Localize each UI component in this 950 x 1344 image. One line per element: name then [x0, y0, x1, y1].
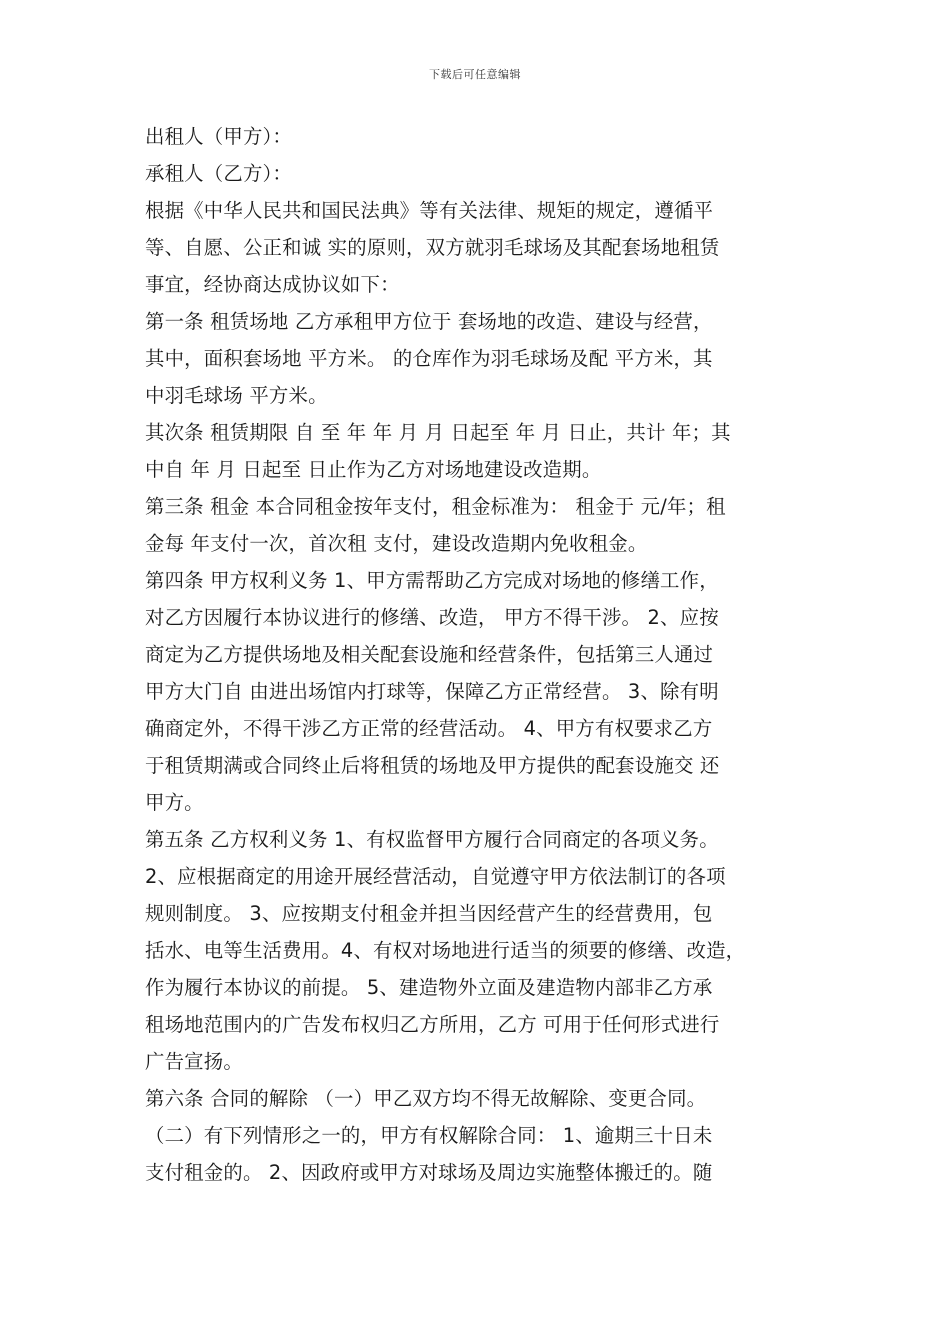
text-line: 其次条 租赁期限 自 至 年 年 月 月 日起至 年 月 日止，共计 年；其	[145, 421, 731, 444]
text-line: 括水、电等生活费用。4、有权对场地进行适当的须要的修缮、改造，	[145, 939, 746, 962]
text-line: 于租赁期满或合同终止后将租赁的场地及甲方提供的配套设施交 还	[145, 754, 720, 777]
text-line: 2、应根据商定的用途开展经营活动，自觉遵守甲方依法制订的各项	[145, 865, 726, 888]
text-line: 商定为乙方提供场地及相关配套设施和经营条件，包括第三人通过	[145, 643, 714, 666]
text-line: （二）有下列情形之一的，甲方有权解除合同： 1、逾期三十日未	[145, 1124, 713, 1147]
text-line: 广告宣扬。	[145, 1050, 243, 1073]
text-line: 租场地范围内的广告发布权归乙方所用，乙方 可用于任何形式进行	[145, 1013, 720, 1036]
text-line: 确商定外，不得干涉乙方正常的经营活动。 4、甲方有权要求乙方	[145, 717, 713, 740]
text-line: 出租人（甲方）：	[145, 125, 293, 148]
text-line: 根据《中华人民共和国民法典》等有关法律、规矩的规定，遵循平	[145, 199, 714, 222]
text-line: 承租人（乙方）：	[145, 162, 293, 185]
text-line: 第六条 合同的解除 （一）甲乙双方均不得无故解除、变更合同。	[145, 1087, 707, 1110]
header-note: 下载后可任意编辑	[429, 68, 521, 81]
text-line: 规则制度。 3、应按期支付租金并担当因经营产生的经营费用，包	[145, 902, 713, 925]
text-line: 甲方。	[145, 791, 204, 814]
text-line: 金每 年支付一次，首次租 支付，建设改造期内免收租金。	[145, 532, 648, 555]
text-line: 事宜，经协商达成协议如下：	[145, 273, 400, 296]
text-line: 作为履行本协议的前提。 5、建造物外立面及建造物内部非乙方承	[145, 976, 713, 999]
text-line: 对乙方因履行本协议进行的修缮、改造， 甲方不得干涉。 2、应按	[145, 606, 719, 629]
text-line: 第三条 租金 本合同租金按年支付，租金标准为： 租金于 元/年；租	[145, 495, 726, 518]
text-line: 甲方大门自 由进出场馆内打球等，保障乙方正常经营。 3、除有明	[145, 680, 719, 703]
text-line: 支付租金的。 2、因政府或甲方对球场及周边实施整体搬迁的。随	[145, 1161, 713, 1184]
text-line: 中羽毛球场 平方米。	[145, 384, 328, 407]
text-line: 第四条 甲方权利义务 1、甲方需帮助乙方完成对场地的修缮工作，	[145, 569, 719, 592]
text-line: 中自 年 月 日起至 日止作为乙方对场地建设改造期。	[145, 458, 602, 481]
text-line: 第一条 租赁场地 乙方承租甲方位于 套场地的改造、建设与经营，	[145, 310, 713, 333]
text-line: 第五条 乙方权利义务 1、有权监督甲方履行合同商定的各项义务。	[145, 828, 719, 851]
text-line: 其中，面积套场地 平方米。 的仓库作为羽毛球场及配 平方米，其	[145, 347, 713, 370]
contract-body	[145, 118, 823, 1191]
text-line: 等、自愿、公正和诚 实的原则，双方就羽毛球场及其配套场地租赁	[145, 236, 720, 259]
